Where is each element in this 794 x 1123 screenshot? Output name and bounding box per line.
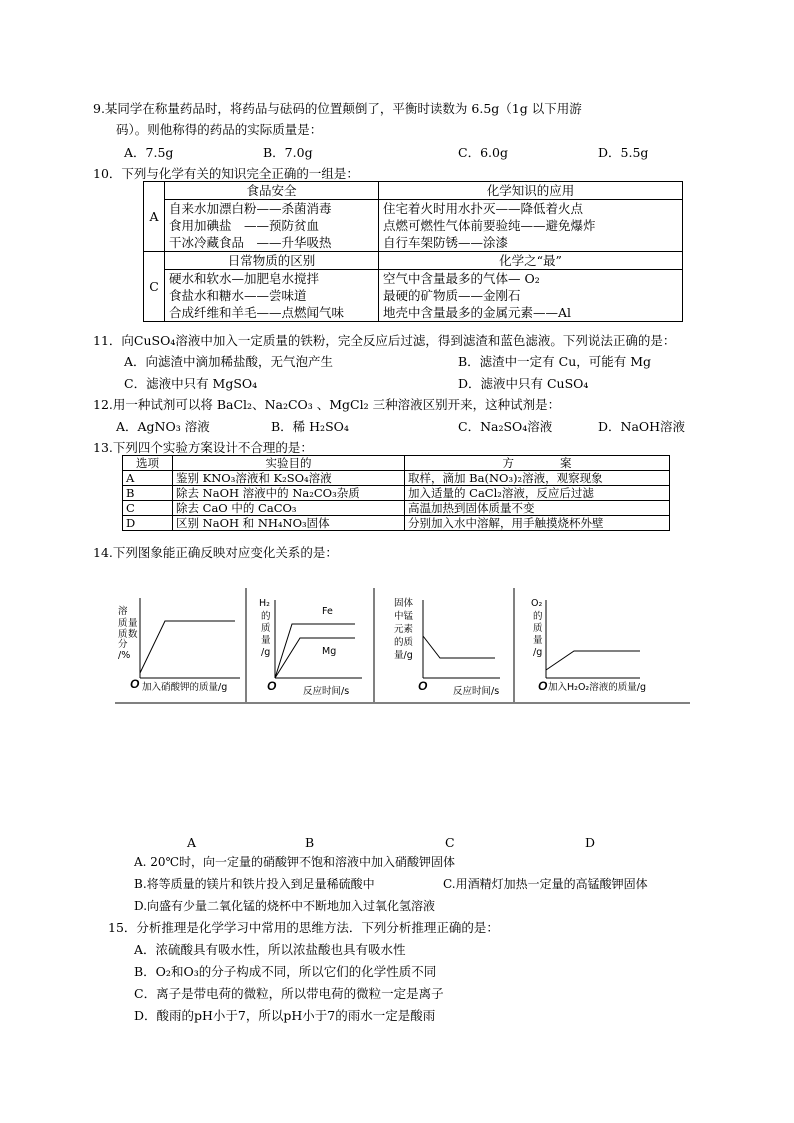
- graph-letter-d: D: [585, 835, 596, 850]
- svg-text:质: 质: [118, 618, 128, 629]
- q11-option-c: C．滤液中只有 MgSO₄: [124, 376, 258, 391]
- q9-option-c: C．6.0g: [458, 145, 508, 160]
- svg-text:质: 质: [261, 623, 271, 634]
- q10-c-header-1: 日常物质的区别: [165, 252, 379, 270]
- q10-a-header-1: 食品安全: [165, 182, 379, 200]
- q12-option-d: D．NaOH溶液: [598, 419, 686, 434]
- svg-text:量/g: 量/g: [394, 650, 413, 661]
- svg-text:Fe: Fe: [322, 606, 333, 617]
- graph-letter-b: B: [305, 835, 315, 850]
- q13-stem: 13.下列四个实验方案设计不合理的是：: [93, 440, 313, 455]
- q11-option-b: B．滤渣中一定有 Cu，可能有 Mg: [458, 354, 652, 369]
- svg-text:O: O: [267, 679, 277, 693]
- q14-option-d: D.向盛有少量二氧化锰的烧杯中不断地加入过氧化氢溶液: [134, 899, 436, 913]
- svg-text:量: 量: [128, 618, 138, 629]
- table-row: A 鉴别 KNO₃溶液和 K₂SO₄溶液 取样，滴加 Ba(NO₃)₂溶液，观察现象: [123, 471, 670, 486]
- q14-option-c: C.用酒精灯加热一定量的高锰酸钾固体: [443, 877, 648, 891]
- q12-option-c: C．Na₂SO₄溶液: [458, 419, 553, 434]
- table-row: C 除去 CaO 中的 CaCO₃ 高温加热到固体质量不变: [123, 501, 670, 516]
- q10-table: [143, 181, 683, 322]
- graph-c: [394, 597, 500, 697]
- q12-stem: 12.用一种试剂可以将 BaCl₂、Na₂CO₃ 、MgCl₂ 三种溶液区别开来，这种试剂是：: [93, 397, 561, 412]
- q13-header-plan: 方 案: [405, 456, 670, 471]
- graph-d: [531, 598, 646, 693]
- q10-c-cell-2: 空气中含量最多的气体— O₂ 最硬的矿物质——金刚石 地壳中含量最多的金属元素——Al: [379, 270, 683, 322]
- q15-option-c: C．离子是带电荷的微粒，所以带电荷的微粒一定是离子: [134, 986, 444, 1001]
- table-row: D 区别 NaOH 和 NH₄NO₃固体 分别加入水中溶解，用手触摸烧杯外壁: [123, 516, 670, 531]
- q12-option-a: A．AgNO₃ 溶液: [116, 419, 210, 434]
- q14-graphs: [0, 578, 794, 718]
- q13-header-option: 选项: [123, 456, 173, 471]
- svg-text:中锰: 中锰: [394, 611, 414, 622]
- q9-stem-line1: 9.某同学在称量药品时，将药品与砝码的位置颠倒了，平衡时读数为 6.5g（1g 以下用游: [93, 101, 582, 116]
- q15-option-b: B．O₂和O₃的分子构成不同，所以它们的化学性质不同: [134, 964, 437, 979]
- svg-text:溶: 溶: [118, 606, 128, 617]
- svg-text:的: 的: [261, 611, 271, 622]
- svg-text:O₂: O₂: [531, 598, 543, 609]
- q10-a-cell-2: 住宅着火时用水扑灭——降低着火点 点燃可燃性气体前要验纯——避免爆炸 自行车架防锈——涂漆: [379, 200, 683, 252]
- svg-text:元素: 元素: [394, 624, 414, 635]
- svg-text:固体: 固体: [394, 598, 414, 609]
- svg-text:数: 数: [128, 629, 138, 640]
- graph-letter-c: C: [445, 835, 455, 850]
- graph-letter-a: A: [187, 835, 197, 850]
- svg-text:O: O: [130, 677, 140, 691]
- q11-stem: 11．向CuSO₄溶液中加入一定质量的铁粉，完全反应后过滤，得到滤渣和蓝色滤液。下列说法正确的是：: [93, 333, 676, 348]
- q14-option-b: B.将等质量的镁片和铁片投入到足量稀硫酸中: [134, 877, 375, 891]
- svg-text:H₂: H₂: [259, 598, 270, 609]
- q15-option-a: A．浓硫酸具有吸水性，所以浓盐酸也具有吸水性: [134, 942, 406, 957]
- svg-text:/g: /g: [533, 647, 543, 658]
- svg-text:/g: /g: [261, 647, 271, 658]
- svg-text:加入硝酸钾的质量/g: 加入硝酸钾的质量/g: [142, 682, 228, 693]
- q9-option-a: A．7.5g: [124, 145, 174, 160]
- svg-text:分: 分: [118, 639, 128, 650]
- q10-stem: 10．下列与化学有关的知识完全正确的一组是：: [93, 166, 359, 181]
- q15-stem: 15．分析推理是化学学习中常用的思维方法．下列分析推理正确的是：: [108, 920, 499, 935]
- q9-stem-line2: 码）。则他称得的药品的实际质量是：: [116, 122, 323, 137]
- table-row: B 除去 NaOH 溶液中的 Na₂CO₃杂质 加入适量的 CaCl₂溶液，反应后过滤: [123, 486, 670, 501]
- q14-option-a: A. 20℃时，向一定量的硝酸钾不饱和溶液中加入硝酸钾固体: [134, 855, 455, 869]
- q14-stem: 14.下列图象能正确反映对应变化关系的是：: [93, 545, 338, 560]
- svg-text:反应时间/s: 反应时间/s: [303, 686, 350, 697]
- q10-c-cell-1: 硬水和软水—加肥皂水搅拌 食盐水和糖水——尝味道 合成纤维和羊毛——点燃闻气味: [165, 270, 379, 322]
- svg-text:质: 质: [533, 623, 543, 634]
- svg-text:反应时间/s: 反应时间/s: [453, 686, 500, 697]
- q10-row-a-letter: A: [144, 182, 165, 252]
- q15-option-d: D．酸雨的pH小于7，所以pH小于7的雨水一定是酸雨: [134, 1008, 436, 1023]
- q11-option-d: D．滤液中只有 CuSO₄: [458, 376, 589, 391]
- q9-option-b: B．7.0g: [263, 145, 313, 160]
- svg-text:的质: 的质: [394, 637, 414, 648]
- svg-text:量: 量: [533, 635, 543, 646]
- q10-a-header-2: 化学知识的应用: [379, 182, 683, 200]
- svg-text:量: 量: [261, 635, 271, 646]
- q12-option-b: B．稀 H₂SO₄: [271, 419, 349, 434]
- svg-text:质: 质: [118, 629, 128, 640]
- q11-option-a: A．向滤渣中滴加稀盐酸，无气泡产生: [124, 354, 334, 369]
- svg-text:Mg: Mg: [322, 646, 337, 657]
- q13-table: [122, 455, 670, 531]
- q10-row-c-letter: C: [144, 252, 165, 322]
- graph-a: [118, 598, 240, 693]
- svg-text:加入H₂O₂溶液的质量/g: 加入H₂O₂溶液的质量/g: [548, 682, 646, 693]
- q10-c-header-2: 化学之“最”: [379, 252, 683, 270]
- svg-text:的: 的: [533, 611, 543, 622]
- q9-option-d: D．5.5g: [598, 145, 649, 160]
- svg-text:O: O: [418, 679, 428, 693]
- svg-text:/%: /%: [118, 650, 131, 661]
- svg-text:O: O: [538, 679, 548, 693]
- q13-header-purpose: 实验目的: [173, 456, 405, 471]
- q10-a-cell-1: 自来水加漂白粉——杀菌消毒 食用加碘盐 ——预防贫血 干冰冷藏食品 ——升华吸热: [165, 200, 379, 252]
- graph-b: [259, 598, 362, 697]
